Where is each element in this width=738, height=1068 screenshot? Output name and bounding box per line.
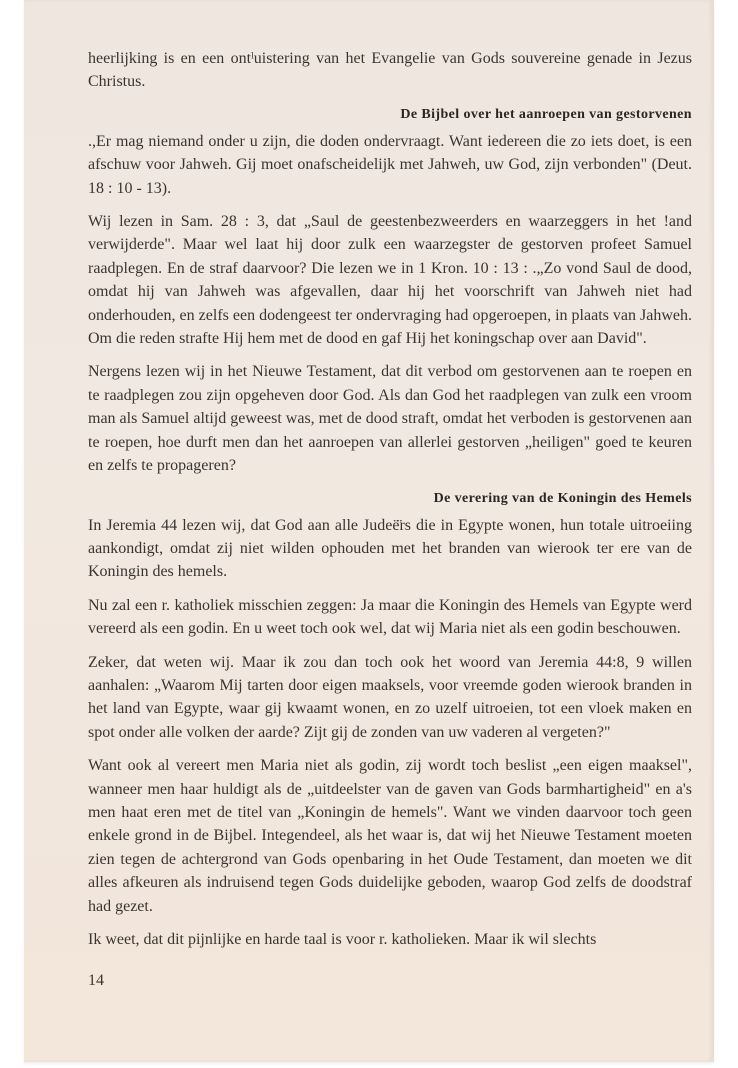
paragraph-ik-weet: Ik weet, dat dit pijnlijke en harde taal is voor r. katholieken. Maar ik wil slechts <box>88 931 597 948</box>
section-heading-koningin: De verering van de Koningin des Hemels <box>433 490 692 506</box>
page-number: 14 <box>88 972 104 990</box>
paragraph-deut-quote: .,Er mag niemand onder u zijn, die doden ondervraagt. Want iedereen die zo iets doet, is een afschuw voor Jahweh. Gij moet onafscheidelijk met Jahweh, uw God, zijn verbonden" (Deut. 18 : 10 - 13). <box>88 132 692 197</box>
paragraph-katholiek: Nu zal een r. katholiek misschien zeggen: Ja maar die Koningin des Hemels van Egypte werd vereerd als een godin. En u weet toch ook wel, dat wij Maria niet als een godin beschouwen. <box>88 596 692 638</box>
paragraph-nieuwe-testament: Nergens lezen wij in het Nieuwe Testament, dat dit verbod om gestorvenen aan te roepen en te raadplegen zou zijn opgeheven door God. Als dan God het raadplegen van zulk een vroom man als Samuel altijd geweest was, met de dood straft, omdat het verboden is gestorvenen aan te roepen, hoe durft men dan het aanroepen van allerlei gestorven „heiligen" goed te keuren en zelfs te propageren? <box>88 363 692 475</box>
paragraph-intro-continuation: heerlijking is en een ontˡuistering van het Evangelie van Gods souvereine genade in Jezus Christus. <box>88 50 692 91</box>
paragraph-saul: Wij lezen in Sam. 28 : 3, dat „Saul de geestenbezweerders en waarzeggers in het !and verwijderde". Maar wel laat hij door zulk een waarzegster de gestorven profeet Samuel raadplegen. En de straf daarvoor? Die lezen we in 1 Kron. 10 : 13 : .„Zo vond Saul de dood, omdat hij van Jahweh was afgevallen, daar hij het voorschrift van Jahweh niet had onderhouden, en zelfs een dodengeest ter ondervraging had opgeroepen, in plaats van Jahweh. Om die reden strafte Hij hem met de dood en gaf Hij het koningschap over aan David". <box>88 213 692 348</box>
paragraph-maria: Want ook al vereert men Maria niet als godin, zij wordt toch beslist „een eigen maaksel", wanneer men haar huldigt als de „uitdeelster van de gaven van Gods barmhartigheid" en a's men haat eren met de titel van „Koningin de hemels". Want we vinden daarvoor toch geen enkele grond in de Bijbel. Integendeel, als het waar is, dat wij het Nieuwe Testament moeten zien tegen de achtergrond van Gods openbaring in het Oude Testament, dan moeten we dit alles afkeuren als indruisend tegen Gods duidelijke geboden, waarop God zelfs de doodstraf had gezet. <box>88 757 692 915</box>
paragraph-jeremia-44: In Jeremia 44 lezen wij, dat God aan alle Judeë̈rs die in Egypte wonen, hun totale uitroeiing aankondigt, omdat zij niet wilden ophouden met het branden van wierook ter ere van de Koningin des hemels. <box>88 516 692 581</box>
section-heading-gestorvenen: De Bijbel over het aanroepen van gestorvenen <box>400 106 692 122</box>
page-text <box>88 47 692 992</box>
book-page <box>24 0 714 1062</box>
paragraph-zeker: Zeker, dat weten wij. Maar ik zou dan toch ook het woord van Jeremia 44:8, 9 willen aanhalen: „Waarom Mij tarten door eigen maaksels, voor vreemde goden wierook branden in het land van Egypte, waar gij kwaamt wonen, en zo uzelf uitroeien, tot een vloek maken en spot onder alle volken der aarde? Zijt gij de zonden van uw vaderen al vergeten?" <box>88 653 692 741</box>
